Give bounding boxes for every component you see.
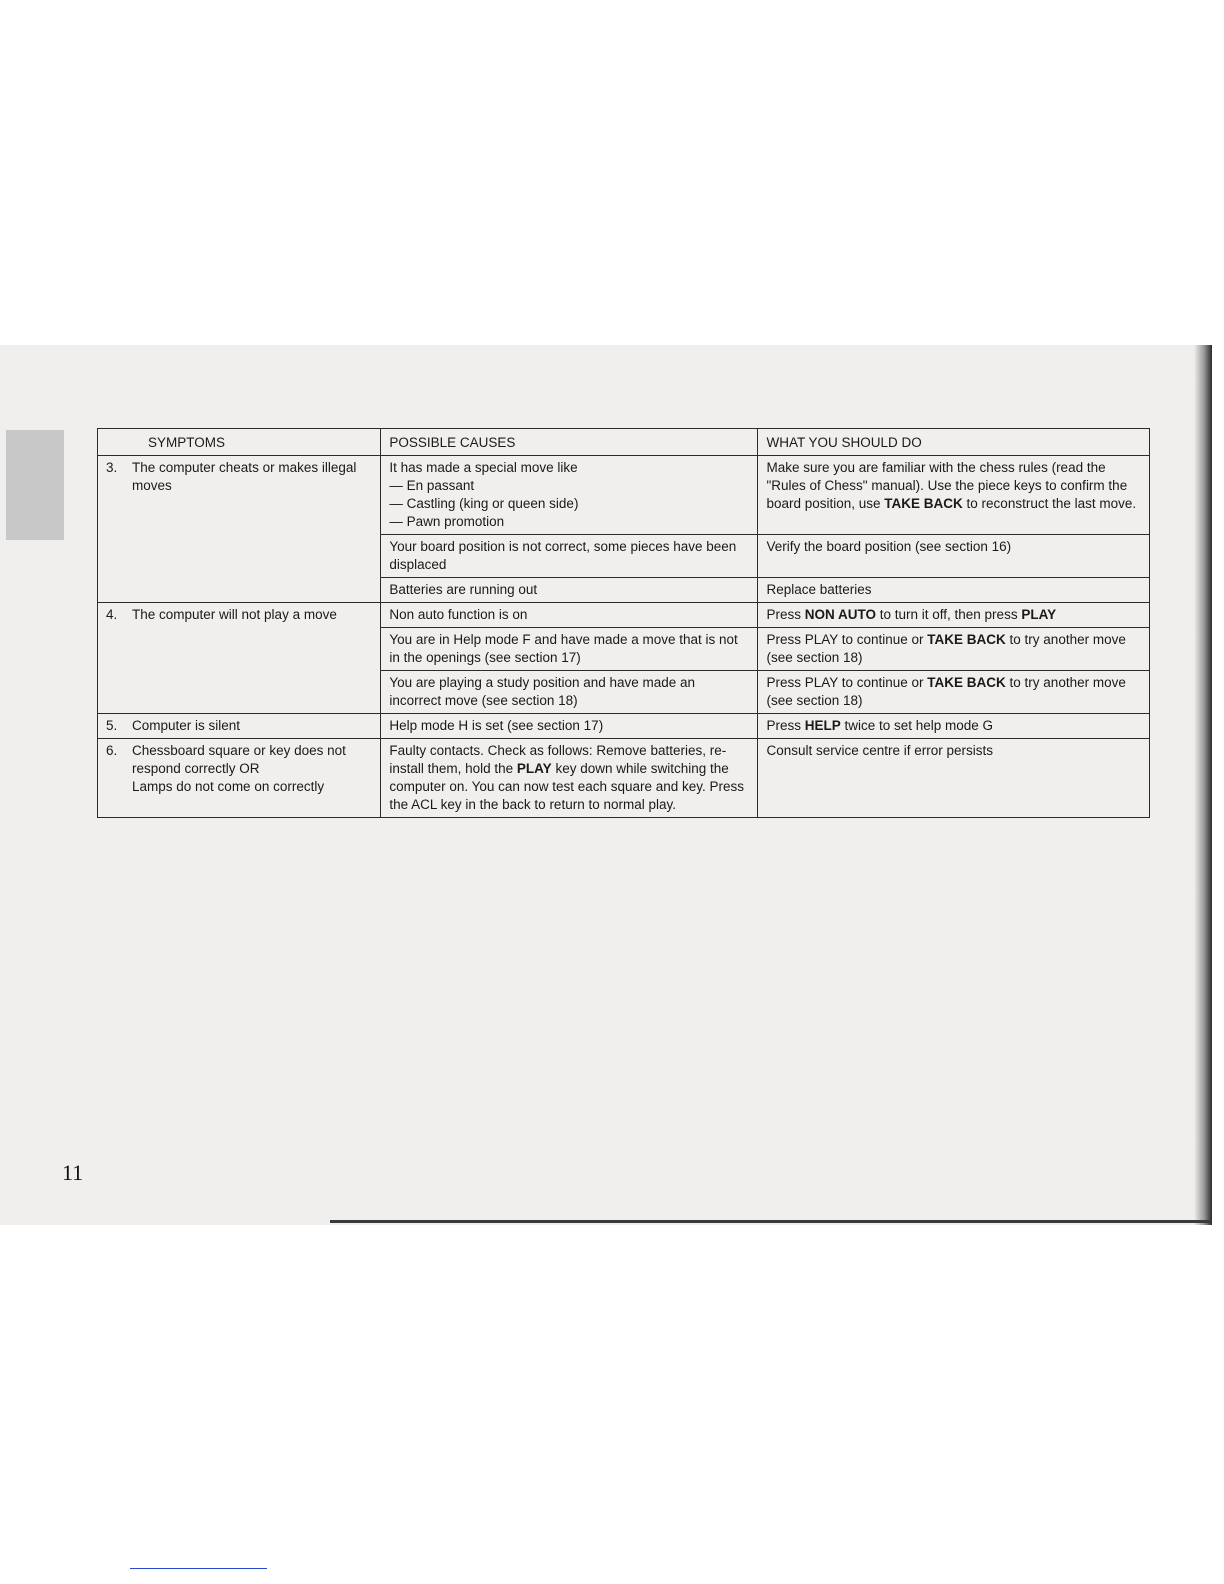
cause-text: Faulty contacts. Check as follows: Remove batteries, re-install them, hold the bbox=[389, 743, 727, 776]
page-tab-marker bbox=[6, 430, 64, 540]
symptom-cell bbox=[98, 739, 381, 818]
symptom-text: The computer cheats or makes illegal moves bbox=[132, 460, 357, 493]
symptom-text bbox=[132, 742, 372, 796]
fix-text: to try another move (see section 18) bbox=[766, 675, 1126, 708]
fix-cell bbox=[758, 671, 1150, 714]
header-what-you-should-do: WHAT YOU SHOULD DO bbox=[758, 429, 1150, 456]
table-header-row bbox=[98, 429, 1150, 456]
fix-key-play: PLAY bbox=[1021, 607, 1057, 622]
symptom-line: Lamps do not come on correctly bbox=[132, 779, 325, 794]
table-row bbox=[98, 714, 1150, 739]
fix-key-help: HELP bbox=[804, 718, 841, 733]
symptom-cell bbox=[98, 714, 381, 739]
fix-key-take-back: TAKE BACK bbox=[927, 675, 1006, 690]
cause-item: — Castling (king or queen side) bbox=[389, 496, 579, 511]
fix-cell bbox=[758, 456, 1150, 535]
header-possible-causes: POSSIBLE CAUSES bbox=[381, 429, 758, 456]
symptom-number: 5. bbox=[106, 718, 118, 733]
fix-text: to turn it off, then press bbox=[875, 607, 1022, 622]
fix-key-take-back: TAKE BACK bbox=[884, 496, 963, 511]
cause-cell bbox=[381, 739, 758, 818]
cause-item: — Pawn promotion bbox=[389, 514, 505, 529]
fix-cell: Verify the board position (see section 16) bbox=[758, 535, 1150, 578]
header-symptoms bbox=[98, 429, 381, 456]
symptom-text: The computer will not play a move bbox=[132, 607, 337, 622]
page-edge-shadow bbox=[1194, 345, 1212, 1225]
symptom-cell bbox=[98, 456, 381, 603]
fix-cell bbox=[758, 714, 1150, 739]
page-number: 11 bbox=[62, 1160, 84, 1185]
fix-text: Press PLAY to continue or bbox=[766, 632, 928, 647]
cause-cell: Help mode H is set (see section 17) bbox=[381, 714, 758, 739]
fix-text: Press bbox=[766, 607, 805, 622]
cause-item: — En passant bbox=[389, 478, 475, 493]
cause-cell: Your board position is not correct, some pieces have been displaced bbox=[381, 535, 758, 578]
table-row bbox=[98, 739, 1150, 818]
symptom-cell bbox=[98, 603, 381, 714]
symptom-line: Chessboard square or key does not respond correctly OR bbox=[132, 743, 346, 776]
cause-cell: Non auto function is on bbox=[381, 603, 758, 628]
symptom-number: 4. bbox=[106, 607, 118, 622]
table-row bbox=[98, 456, 1150, 535]
troubleshooting-table bbox=[97, 428, 1150, 818]
cause-cell bbox=[381, 456, 758, 535]
symptom-number: 6. bbox=[106, 743, 118, 758]
fix-text: to try another move (see section 18) bbox=[766, 632, 1126, 665]
fix-text: to reconstruct the last move. bbox=[962, 496, 1137, 511]
fix-text: Make sure you are familiar with the chess rules (read the "Rules of Chess" manual). Use the piece keys to confirm the board position, use bbox=[766, 460, 1128, 511]
symptom-number: 3. bbox=[106, 460, 118, 475]
cause-cell: You are in Help mode F and have made a move that is not in the openings (see section 17) bbox=[381, 628, 758, 671]
fix-key-take-back: TAKE BACK bbox=[927, 632, 1006, 647]
fix-text: Press bbox=[766, 718, 805, 733]
fix-cell: Replace batteries bbox=[758, 578, 1150, 603]
symptom-text: Computer is silent bbox=[132, 718, 241, 733]
fix-key-non-auto: NON AUTO bbox=[804, 607, 876, 622]
cause-text: It has made a special move like bbox=[389, 460, 578, 475]
link-underline bbox=[130, 1568, 267, 1569]
fix-text: twice to set help mode G bbox=[840, 718, 994, 733]
fix-cell bbox=[758, 628, 1150, 671]
cause-text: key down while switching the computer on. You can now test each square and key. Press the ACL key in the back to return to normal play. bbox=[389, 761, 745, 812]
cause-cell: Batteries are running out bbox=[381, 578, 758, 603]
fix-cell: Consult service centre if error persists bbox=[758, 739, 1150, 818]
fix-cell bbox=[758, 603, 1150, 628]
cause-cell: You are playing a study position and have made an incorrect move (see section 18) bbox=[381, 671, 758, 714]
page-bottom-edge bbox=[330, 1220, 1210, 1223]
header-symptoms-label: SYMPTOMS bbox=[148, 435, 226, 450]
fix-text: Press PLAY to continue or bbox=[766, 675, 928, 690]
table-row bbox=[98, 603, 1150, 628]
cause-key-play: PLAY bbox=[516, 761, 552, 776]
